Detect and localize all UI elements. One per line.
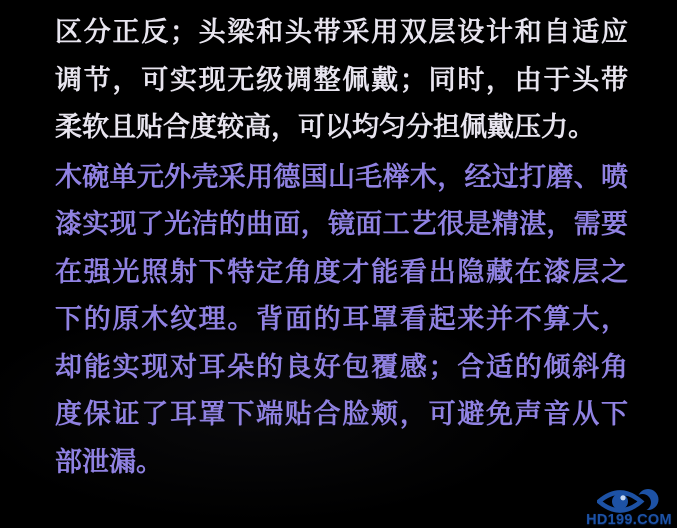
text-line: 调节，可实现无级调整佩戴；同时，由于头带 [55,64,628,95]
text-line: 漆实现了光洁的曲面，镜面工艺很是精湛，需要 [55,209,628,239]
eye-icon [597,488,661,515]
text-line: 却能实现对耳朵的良好包覆感；合适的倾斜角 [55,351,628,382]
text-line: 下的原木纹理。背面的耳罩看起来并不算大， [55,304,628,334]
text-line: 度保证了耳罩下端贴合脸颊，可避免声音从下 [55,399,628,429]
text-line: 木碗单元外壳采用德国山毛榉木，经过打磨、喷 [55,161,628,192]
text-line: 区分正反；头梁和头带采用双层设计和自适应 [55,17,628,47]
text-line: 在强光照射下特定角度才能看出隐藏在漆层之 [55,256,628,287]
text-line: 部泄漏。 [55,446,163,477]
paragraph-1 [55,9,628,152]
text-line: 柔软且贴合度较高，可以均匀分担佩戴压力。 [55,112,595,142]
watermark-site-text: HD199.COM [586,512,672,528]
article-text-block [55,9,628,486]
site-watermark [582,488,676,527]
paragraph-2 [55,154,628,487]
